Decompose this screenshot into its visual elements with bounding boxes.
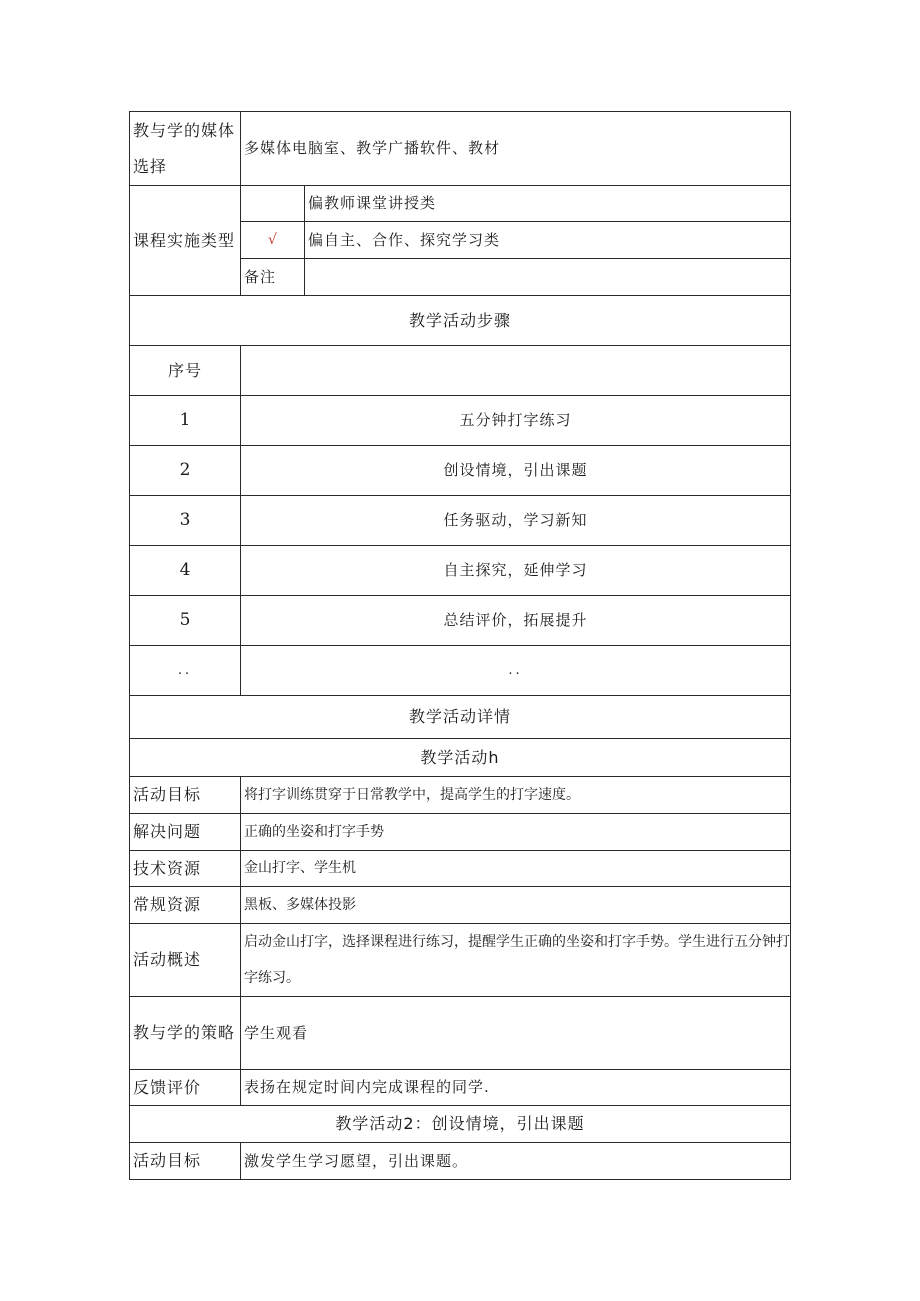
detail-value: 激发学生学习愿望，引出课题。 [241, 1143, 791, 1180]
step-text: .. [241, 646, 791, 696]
step-text: 创设情境，引出课题 [241, 446, 791, 496]
detail-value: 将打字训练贯穿于日常教学中，提高学生的打字速度。 [241, 777, 791, 814]
detail-label: 活动目标 [130, 777, 241, 814]
details-title: 教学活动详情 [130, 696, 791, 739]
detail-value: 表扬在规定时间内完成课程的同学. [241, 1070, 791, 1106]
step-row [130, 596, 791, 646]
detail-label: 教与学的策略 [130, 997, 241, 1070]
detail-label: 技术资源 [130, 851, 241, 887]
steps-title-row [130, 296, 791, 346]
step-number: 1 [130, 396, 241, 446]
detail-row [130, 777, 791, 814]
course-type-label: 课程实施类型 [130, 186, 241, 296]
detail-label: 常规资源 [130, 887, 241, 924]
steps-title: 教学活动步骤 [130, 296, 791, 346]
step-row [130, 646, 791, 696]
detail-row [130, 851, 791, 887]
detail-row [130, 924, 791, 997]
step-text: 自主探究，延伸学习 [241, 546, 791, 596]
note-label: 备注 [241, 259, 305, 296]
detail-row [130, 887, 791, 924]
media-row [130, 112, 791, 186]
step-row [130, 546, 791, 596]
detail-label: 解决问题 [130, 814, 241, 851]
detail-value: 启动金山打字，选择课程进行练习，提醒学生正确的坐姿和打字手势。学生进行五分钟打字练习。 [241, 924, 791, 997]
activity1-title-row [130, 739, 791, 777]
detail-row [130, 997, 791, 1070]
step-row [130, 446, 791, 496]
activity2-title: 教学活动2：创设情境，引出课题 [130, 1106, 791, 1143]
note-value [305, 259, 791, 296]
step-row [130, 396, 791, 446]
step-number: 3 [130, 496, 241, 546]
activity2-title-row [130, 1106, 791, 1143]
step-text: 五分钟打字练习 [241, 396, 791, 446]
course-type-option-2-text: 偏自主、合作、探究学习类 [305, 222, 791, 259]
details-title-row [130, 696, 791, 739]
content-header [241, 346, 791, 396]
media-label: 教与学的媒体选择 [130, 112, 241, 186]
step-number: 5 [130, 596, 241, 646]
media-value: 多媒体电脑室、教学广播软件、教材 [241, 112, 791, 186]
detail-row [130, 1070, 791, 1106]
step-text: 总结评价，拓展提升 [241, 596, 791, 646]
lesson-plan-table [129, 111, 791, 1180]
detail-label: 活动目标 [130, 1143, 241, 1180]
detail-value: 正确的坐姿和打字手势 [241, 814, 791, 851]
detail-row [130, 1143, 791, 1180]
seq-header: 序号 [130, 346, 241, 396]
steps-header-row [130, 346, 791, 396]
course-type-option-1-mark [241, 186, 305, 222]
step-number: 4 [130, 546, 241, 596]
check-mark-icon: √ [241, 222, 305, 259]
detail-value: 学生观看 [241, 997, 791, 1070]
course-type-option-1-text: 偏教师课堂讲授类 [305, 186, 791, 222]
detail-row [130, 814, 791, 851]
detail-label: 活动概述 [130, 924, 241, 997]
step-number: 2 [130, 446, 241, 496]
step-number: .. [130, 646, 241, 696]
detail-value: 黑板、多媒体投影 [241, 887, 791, 924]
detail-label: 反馈评价 [130, 1070, 241, 1106]
step-row [130, 496, 791, 546]
activity1-title: 教学活动h [130, 739, 791, 777]
course-type-row-1 [130, 186, 791, 222]
step-text: 任务驱动，学习新知 [241, 496, 791, 546]
detail-value: 金山打字、学生机 [241, 851, 791, 887]
